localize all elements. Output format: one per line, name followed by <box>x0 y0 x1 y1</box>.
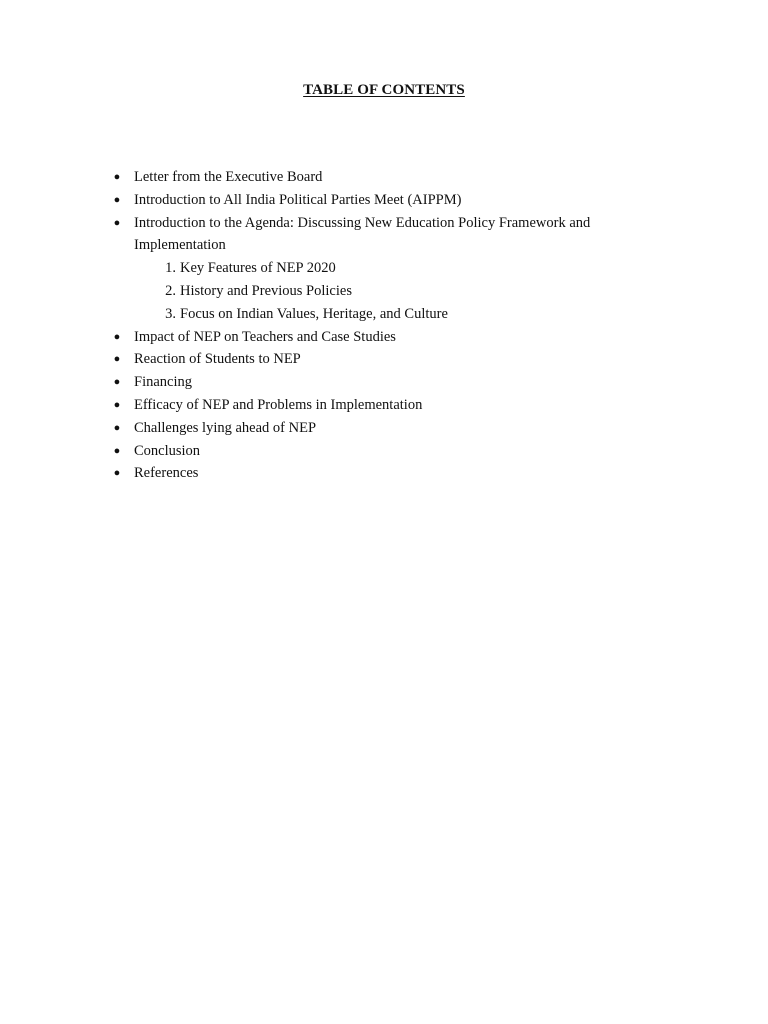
bullet-icon: ● <box>113 330 121 343</box>
toc-item-students <box>110 348 630 371</box>
toc-list <box>110 166 630 485</box>
toc-sub-item-history <box>156 280 630 303</box>
toc-item-label: Introduction to the Agenda: Discussing New Education Policy Framework and Implementation <box>134 214 591 254</box>
toc-item-references <box>110 462 630 485</box>
toc-item-label: Conclusion <box>134 442 201 459</box>
bullet-icon: ● <box>113 421 121 434</box>
toc-item-label: Financing <box>134 374 192 391</box>
bullet-icon: ● <box>113 353 121 366</box>
bullet-icon: ● <box>113 376 121 389</box>
toc-item-financing <box>110 371 630 394</box>
bullet-icon: ● <box>113 216 121 229</box>
toc-item-conclusion <box>110 440 630 463</box>
sub-item-label: Key Features of NEP 2020 <box>180 260 336 277</box>
toc-sub-list <box>134 257 630 325</box>
toc-item-label: Challenges lying ahead of NEP <box>134 419 317 436</box>
bullet-icon: ● <box>113 467 121 480</box>
toc-item-aippm <box>110 189 630 212</box>
bullet-icon: ● <box>113 444 121 457</box>
sub-item-number: 1. <box>165 260 176 277</box>
toc-item-agenda <box>110 212 630 326</box>
bullet-icon: ● <box>113 193 121 206</box>
toc-item-letter <box>110 166 630 189</box>
sub-item-number: 3. <box>165 305 176 322</box>
bullet-icon: ● <box>113 171 121 183</box>
toc-sub-item-values <box>156 303 630 326</box>
toc-item-challenges <box>110 417 630 440</box>
toc-item-label: Introduction to All India Political Parties Meet (AIPPM) <box>134 191 462 208</box>
sub-item-label: Focus on Indian Values, Heritage, and Culture <box>180 305 448 322</box>
toc-item-teachers <box>110 326 630 349</box>
bullet-icon: ● <box>113 398 121 411</box>
toc-item-label: References <box>134 465 199 482</box>
sub-item-number: 2. <box>165 282 176 299</box>
toc-item-label: Impact of NEP on Teachers and Case Studies <box>134 328 396 345</box>
toc-item-efficacy <box>110 394 630 417</box>
toc-item-label: Reaction of Students to NEP <box>134 351 301 368</box>
toc-sub-item-key-features <box>156 257 630 280</box>
sub-item-label: History and Previous Policies <box>180 282 352 299</box>
toc-item-label: Efficacy of NEP and Problems in Implementation <box>134 396 423 413</box>
page-title: TABLE OF CONTENTS <box>303 82 465 98</box>
toc-item-label: Letter from the Executive Board <box>134 169 323 185</box>
